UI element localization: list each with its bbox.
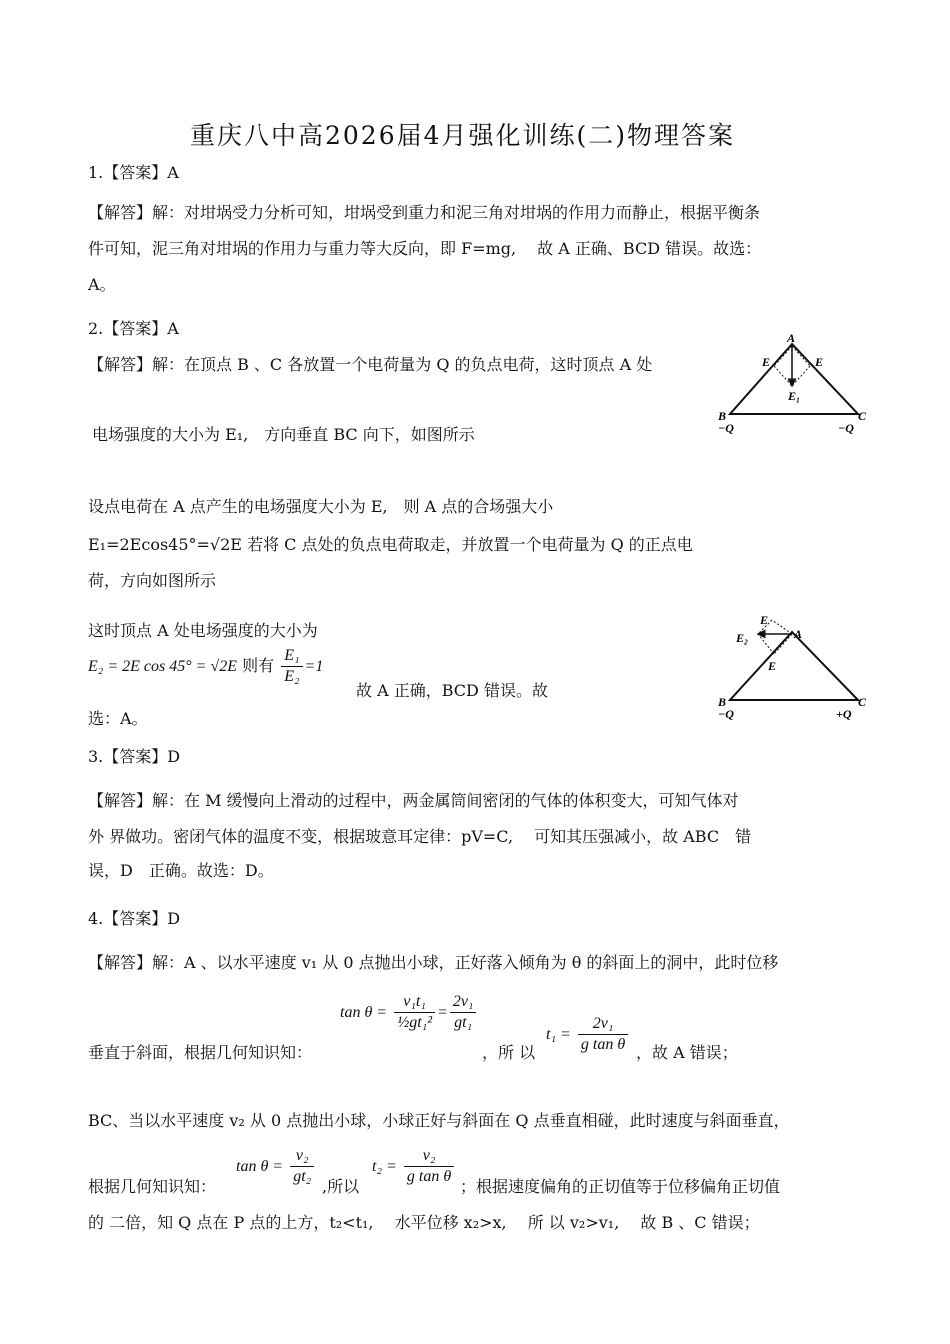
eq1-frac1: [394, 992, 435, 1033]
eq4-den: g tan θ: [406, 1168, 452, 1185]
q4-line: BC、当以水平速度 v₂ 从 0 点抛出小球，小球正好与斜面在 Q 点垂直相碰，此时速度与斜面垂直，: [88, 1111, 790, 1130]
q4-eq2: [546, 1014, 630, 1055]
q4-line: ,所以: [322, 1177, 360, 1196]
q4-line: ，故 A 错误；: [636, 1043, 738, 1062]
label-e-bottom: E: [768, 659, 777, 673]
q1-answer: 1.【答案】A: [88, 163, 179, 182]
label-c: C: [858, 409, 867, 423]
label-c: C: [858, 695, 867, 709]
q1-line: 【解答】解：对坩埚受力分析可知，坩埚受到重力和泥三角对坩埚的作用力而静止，根据平衡条: [88, 203, 761, 222]
eq4-frac: [404, 1146, 454, 1187]
eq2-den: g tan θ: [580, 1036, 626, 1053]
ratio-fraction: [281, 646, 302, 687]
label-a: A: [794, 627, 803, 641]
q3-line: 外 界做功。密闭气体的温度不变，根据玻意耳定律：pV=C, 可知其压强减小，故 ABC 错: [88, 827, 752, 846]
q4-eq4: [372, 1146, 456, 1187]
q3-line: 误，D 正确。故选：D。: [88, 861, 274, 880]
ratio-denominator: E₂: [284, 668, 300, 685]
q4-answer: 4.【答案】D: [88, 909, 181, 928]
eq3-frac: [290, 1146, 314, 1187]
label-e-left: E: [762, 355, 771, 369]
eq3-den: gt₂: [293, 1168, 312, 1185]
label-e-right: E: [815, 355, 824, 369]
e2-formula: E₂ = 2E cos 45° = √2E: [88, 658, 237, 675]
q3-line: 【解答】解：在 M 缓慢向上滑动的过程中，两金属筒间密闭的气体的体积变大，可知气体对: [88, 791, 739, 810]
q3-answer: 3.【答案】D: [88, 747, 181, 766]
q2-formula: [88, 646, 323, 687]
eq1-frac2: [450, 992, 477, 1033]
label-a: A: [787, 331, 796, 345]
q4-line: ；根据速度偏角的正切值等于位移偏角正切值: [460, 1177, 781, 1196]
eq4-lhs: t₂ =: [372, 1158, 397, 1175]
triangle-figure-1: [712, 330, 872, 435]
label-b: B: [718, 409, 727, 423]
q2-line: E₁=2Ecos45°=√2E 若将 C 点处的负点电荷取走，并放置一个电荷量为 Q 的正点电: [88, 535, 693, 554]
q4-eq1: [340, 992, 478, 1033]
q2-line: 荷，方向如图所示: [88, 571, 217, 590]
q2-line: 这时顶点 A 处电场强度的大小为: [88, 621, 318, 640]
q1-line: 件可知，泥三角对坩埚的作用力与重力等大反向，即 F=mg, 故 A 正确、BCD 错误。故选：: [88, 239, 762, 258]
eq3-lhs: tan θ =: [236, 1158, 284, 1175]
eq3-num: v₂: [290, 1146, 314, 1167]
ratio-numerator: E₁: [281, 646, 302, 667]
charge-b: −Q: [718, 707, 734, 720]
triangle-figure-2: [712, 612, 872, 720]
eq1-den2: gt₁: [454, 1014, 473, 1031]
charge-b: −Q: [718, 421, 734, 435]
label-e2: E₂: [736, 631, 749, 645]
eq1-equals: =: [437, 1004, 448, 1021]
label-e1: E₁: [788, 389, 801, 403]
label-b: B: [718, 695, 727, 709]
ratio-value: =1: [304, 658, 324, 675]
label-e-top: E: [760, 613, 769, 627]
eq2-lhs: t₁ =: [546, 1026, 571, 1043]
q4-line: 的 二倍，知 Q 点在 P 点的上方，t₂<t₁, 水平位移 x₂>x, 所 以 v₂>v₁, 故 B 、C 错误；: [88, 1213, 760, 1232]
q4-line: 根据几何知识知：: [88, 1177, 217, 1196]
eq1-num1: v₁t₁: [394, 992, 435, 1013]
q2-line: 【解答】解：在顶点 B 、C 各放置一个电荷量为 Q 的负点电荷，这时顶点 A 处: [88, 355, 653, 374]
eq1-den1: ½gt₁²: [397, 1014, 433, 1031]
q2-answer: 2.【答案】A: [88, 319, 179, 338]
q2-line: 故 A 正确，BCD 错误。故: [356, 681, 548, 700]
eq1-num2: 2v₁: [450, 992, 477, 1013]
charge-c: −Q: [838, 421, 854, 435]
q1-line: A。: [88, 275, 116, 294]
then-has-text: 则有: [242, 656, 275, 675]
q2-line: 选：A。: [88, 709, 148, 728]
eq4-num: v₂: [404, 1146, 454, 1167]
q4-line: ，所 以: [482, 1043, 536, 1062]
charge-c: +Q: [836, 707, 852, 720]
eq2-num: 2v₁: [578, 1014, 628, 1035]
q4-eq3: [236, 1146, 316, 1187]
q4-line: 垂直于斜面，根据几何知识知：: [88, 1043, 313, 1062]
q2-line: 设点电荷在 A 点产生的电场强度大小为 E, 则 A 点的合场强大小: [88, 497, 554, 516]
q4-line: 【解答】解：A 、以水平速度 v₁ 从 0 点抛出小球，正好落入倾角为 θ 的斜面上的洞中，此时位移: [88, 953, 779, 972]
eq1-lhs: tan θ =: [340, 1004, 388, 1021]
page-title: 重庆八中高2026届4月强化训练(二)物理答案: [190, 121, 736, 150]
q2-line: 电场强度的大小为 E₁, 方向垂直 BC 向下，如图所示: [92, 425, 475, 444]
eq2-frac: [578, 1014, 628, 1055]
